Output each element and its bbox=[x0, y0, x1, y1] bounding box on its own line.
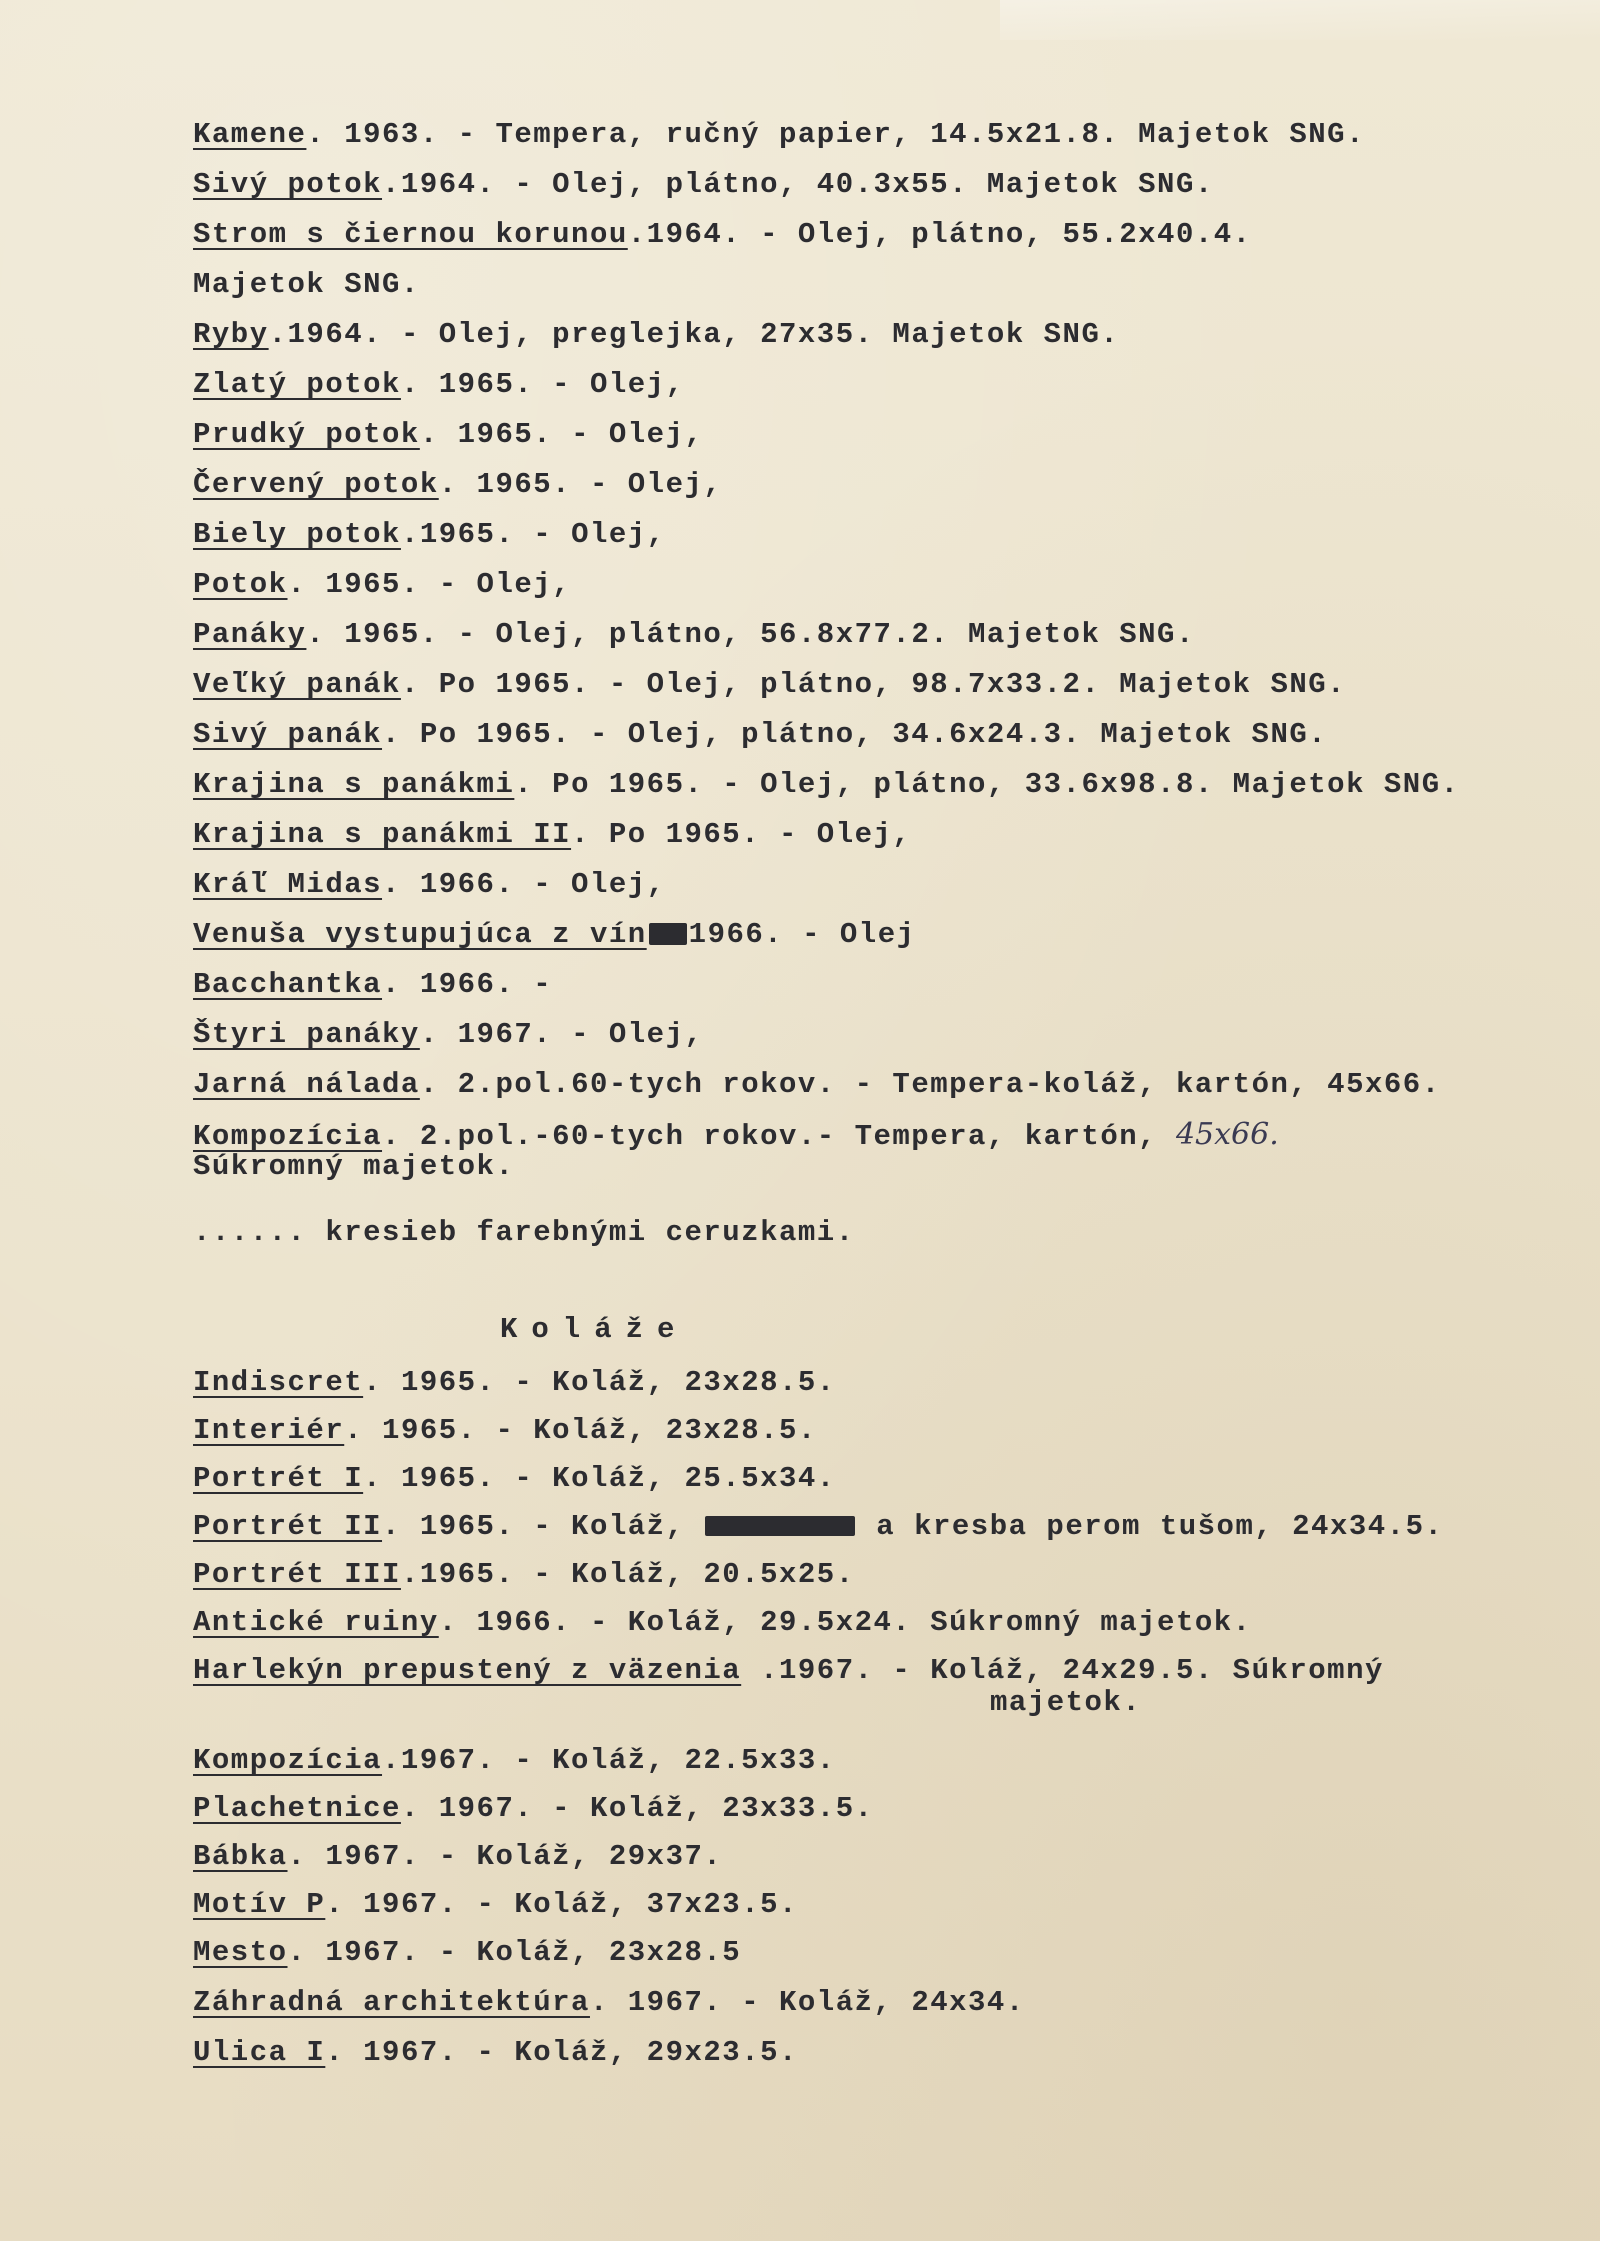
collage-details: . 1967. - Koláž, 29x37. bbox=[287, 1840, 723, 1873]
work-details: . Po 1965. - Olej, plátno, 98.7x33.2. Majetok SNG. bbox=[400, 668, 1347, 701]
work-line bbox=[193, 667, 1346, 703]
collage-line bbox=[193, 1791, 874, 1827]
work-line bbox=[193, 417, 703, 453]
work-title: Zlatý potok bbox=[193, 368, 401, 401]
collage-details: .1967. - Koláž, 24x29.5. Súkromný bbox=[741, 1654, 1384, 1687]
collage-title: Záhradná architektúra bbox=[193, 1986, 590, 2019]
work-line bbox=[193, 617, 1195, 653]
work-title: Potok bbox=[193, 568, 288, 601]
collage-title: Mesto bbox=[193, 1936, 288, 1969]
collage-title: Motív P bbox=[193, 1888, 326, 1921]
work-title: Prudký potok bbox=[193, 418, 420, 451]
collage-title: Interiér bbox=[193, 1414, 345, 1447]
work-title: Krajina s panákmi II bbox=[193, 818, 572, 851]
collage-details: . 1967. - Koláž, 23x28.5 bbox=[287, 1936, 742, 1969]
work-line bbox=[193, 167, 1214, 203]
work-line bbox=[193, 767, 1460, 803]
work-details: . 1965. - Olej, bbox=[419, 418, 704, 451]
work-line bbox=[193, 867, 666, 903]
collage-details: majetok. bbox=[990, 1686, 1142, 1719]
work-line bbox=[193, 1067, 1441, 1103]
work-details: . 2.pol.60-tych rokov. - Tempera-koláž, kartón, 45x66. bbox=[419, 1068, 1441, 1101]
work-line-continuation bbox=[193, 267, 420, 303]
collage-details: . 1967. - Koláž, 23x33.5. bbox=[400, 1792, 874, 1825]
collage-line-continuation bbox=[990, 1685, 1141, 1721]
collage-line bbox=[193, 1413, 817, 1449]
work-title: Veľký panák bbox=[193, 668, 401, 701]
work-title: Sivý potok bbox=[193, 168, 383, 201]
collage-details: . 1965. - Koláž, 23x28.5. bbox=[344, 1414, 817, 1447]
collage-details: .1965. - Koláž, 20.5x25. bbox=[400, 1558, 855, 1591]
paper-edge bbox=[1000, 0, 1600, 40]
work-details: .1964. - Olej, plátno, 55.2x40.4. bbox=[627, 218, 1252, 251]
work-details: .1965. - Olej, bbox=[400, 518, 666, 551]
work-details: .1964. - Olej, preglejka, 27x35. Majetok SNG. bbox=[268, 318, 1120, 351]
work-details: .1964. - Olej, plátno, 40.3x55. Majetok SNG. bbox=[382, 168, 1214, 201]
work-title: Kompozícia bbox=[193, 1120, 383, 1153]
collage-line bbox=[193, 1935, 741, 1971]
work-details: . 1965. - Olej, bbox=[287, 568, 572, 601]
work-details: 1966. - Olej bbox=[688, 918, 916, 951]
collage-title: Antické ruiny bbox=[193, 1606, 439, 1639]
collage-title: Indiscret bbox=[193, 1366, 364, 1399]
collage-details: . 1965. - Koláž, 23x28.5. bbox=[363, 1366, 836, 1399]
collage-line bbox=[193, 1653, 1384, 1689]
section-heading-collages: Koláže bbox=[500, 1313, 689, 1346]
drawings-text: ...... kresieb farebnými ceruzkami. bbox=[193, 1216, 855, 1249]
work-details: . 1965. - Olej, plátno, 56.8x77.2. Majetok SNG. bbox=[306, 618, 1195, 651]
collage-line bbox=[193, 1365, 836, 1401]
collage-line bbox=[193, 1887, 798, 1923]
work-title: Jarná nálada bbox=[193, 1068, 420, 1101]
collage-line bbox=[193, 1985, 1025, 2021]
work-line bbox=[193, 467, 722, 503]
work-details: . 1965. - Olej, bbox=[400, 368, 685, 401]
collage-details: a kresba perom tušom, 24x34.5. bbox=[857, 1510, 1444, 1543]
work-details: . Po 1965. - Olej, bbox=[571, 818, 912, 851]
work-details: . 2.pol.-60-tych rokov.- Tempera, kartón, bbox=[382, 1120, 1176, 1153]
collage-details: . 1967. - Koláž, 29x23.5. bbox=[325, 2036, 798, 2069]
collage-details: . 1967. - Koláž, 37x23.5. bbox=[325, 1888, 798, 1921]
typewriter-overstrike bbox=[649, 923, 687, 945]
collage-line bbox=[193, 1605, 1252, 1641]
work-title: Červený potok bbox=[193, 468, 439, 501]
collage-line bbox=[193, 1839, 722, 1875]
work-details: . 1966. - Olej, bbox=[382, 868, 666, 901]
collage-line bbox=[193, 2035, 798, 2071]
work-title: Kamene bbox=[193, 118, 307, 151]
work-line bbox=[193, 967, 552, 1003]
work-details: . 1963. - Tempera, ručný papier, 14.5x21.8. Majetok SNG. bbox=[306, 118, 1365, 151]
collage-line bbox=[193, 1557, 855, 1593]
collage-title: Bábka bbox=[193, 1840, 288, 1873]
collage-details: .1967. - Koláž, 22.5x33. bbox=[382, 1744, 836, 1777]
work-details: Súkromný majetok. bbox=[193, 1150, 515, 1183]
work-title: Krajina s panákmi bbox=[193, 768, 515, 801]
collage-line bbox=[193, 1461, 836, 1497]
work-line bbox=[193, 1017, 703, 1053]
collage-title: Kompozícia bbox=[193, 1744, 383, 1777]
collage-title: Portrét III bbox=[193, 1558, 401, 1591]
work-line bbox=[193, 317, 1119, 353]
work-details: . Po 1965. - Olej, plátno, 34.6x24.3. Majetok SNG. bbox=[382, 718, 1328, 751]
collage-title: Portrét I bbox=[193, 1462, 364, 1495]
collage-line bbox=[193, 1743, 836, 1779]
work-line-continuation bbox=[193, 1149, 514, 1185]
work-title: Štyri panáky bbox=[193, 1018, 420, 1051]
work-line bbox=[193, 117, 1365, 153]
work-details: . Po 1965. - Olej, plátno, 33.6x98.8. Majetok SNG. bbox=[514, 768, 1460, 801]
drawings-line bbox=[193, 1215, 855, 1251]
work-line bbox=[193, 717, 1327, 753]
work-line bbox=[193, 917, 916, 953]
work-title: Kráľ Midas bbox=[193, 868, 383, 901]
work-title: Biely potok bbox=[193, 518, 401, 551]
work-title: Venuša vystupujúca z vín bbox=[193, 918, 647, 951]
work-title: Strom s čiernou korunou bbox=[193, 218, 628, 251]
work-details: . 1967. - Olej, bbox=[419, 1018, 704, 1051]
work-line bbox=[193, 517, 666, 553]
work-line bbox=[193, 567, 571, 603]
collage-details: . 1965. - Koláž, 25.5x34. bbox=[363, 1462, 836, 1495]
work-title: Ryby bbox=[193, 318, 269, 351]
work-title: Panáky bbox=[193, 618, 307, 651]
work-title: Bacchantka bbox=[193, 968, 383, 1001]
work-line bbox=[193, 367, 684, 403]
collage-title: Portrét II bbox=[193, 1510, 383, 1543]
collage-title: Plachetnice bbox=[193, 1792, 401, 1825]
handwritten-note: 45x66. bbox=[1175, 1117, 1279, 1152]
work-details: . 1966. - bbox=[382, 968, 553, 1001]
collage-title: Ulica I bbox=[193, 2036, 326, 2069]
collage-details: . 1965. - Koláž, bbox=[382, 1510, 704, 1543]
collage-details: . 1967. - Koláž, 24x34. bbox=[589, 1986, 1025, 2019]
collage-details: . 1966. - Koláž, 29.5x24. Súkromný majetok. bbox=[438, 1606, 1252, 1639]
work-details: Majetok SNG. bbox=[193, 268, 420, 301]
work-details: . 1965. - Olej, bbox=[438, 468, 723, 501]
work-line bbox=[193, 217, 1252, 253]
collage-title: Harlekýn prepustený z väzenia bbox=[193, 1654, 742, 1687]
typewriter-overstrike bbox=[705, 1516, 855, 1536]
work-title: Sivý panák bbox=[193, 718, 383, 751]
collage-line bbox=[193, 1509, 1443, 1545]
work-line bbox=[193, 817, 911, 853]
